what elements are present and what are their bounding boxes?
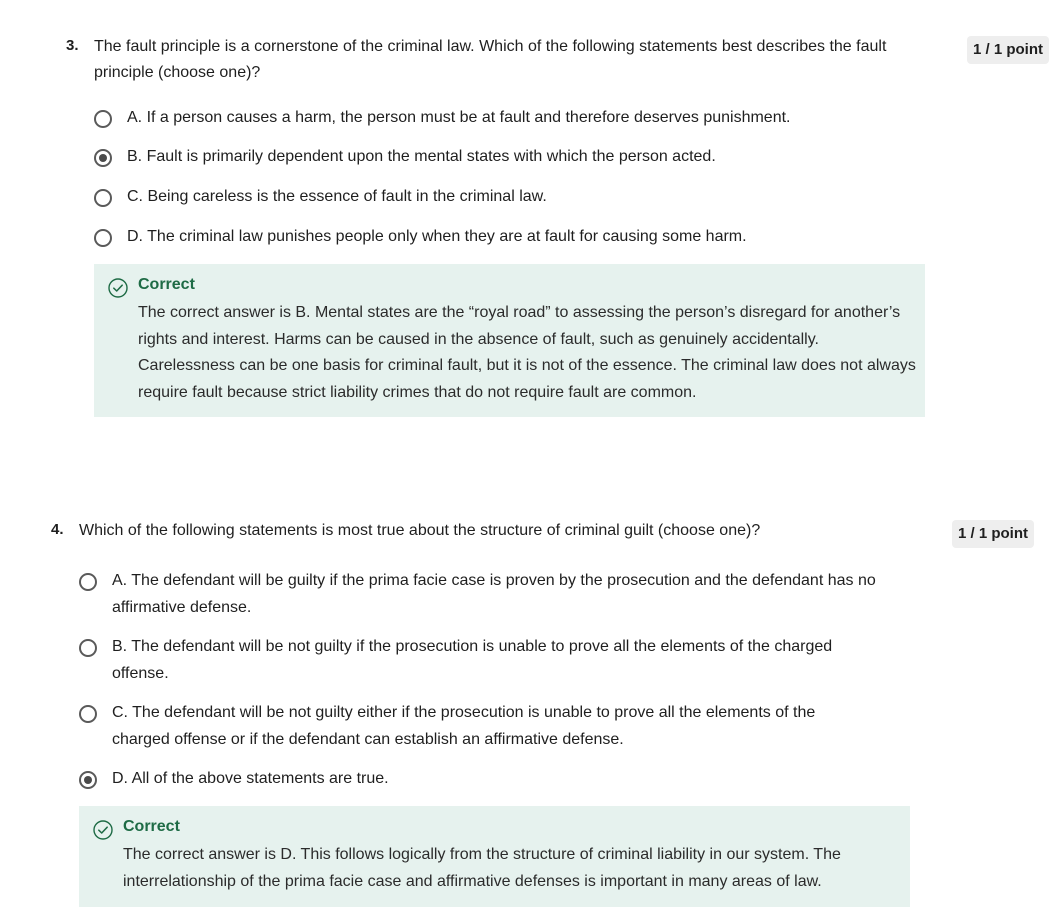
feedback-text: The correct answer is B. Mental states are the “royal road” to assessing the person’s disregard for another’s rights and interest. Harms can be caused in the absence of fault, such as genuinely accidentally. Carelessness can be one basis for criminal fault, but it is not of the essence. The criminal law does not always require fault because strict liability crimes that do not require fault are common. xyxy=(138,304,916,401)
option-label: D. All of the above statements are true. xyxy=(112,770,389,787)
points-badge: 1 / 1 point xyxy=(967,36,1049,64)
option-d[interactable] xyxy=(94,227,914,251)
radio-button[interactable] xyxy=(94,110,112,128)
question-text: Which of the following statements is most true about the structure of criminal guilt (choose one)? xyxy=(79,522,761,539)
points-badge: 1 / 1 point xyxy=(952,520,1034,548)
radio-button[interactable] xyxy=(79,573,97,591)
option-a[interactable] xyxy=(79,571,909,625)
option-b[interactable] xyxy=(94,147,914,171)
question-number: 4. xyxy=(51,521,64,538)
option-label: C. Being careless is the essence of fault in the criminal law. xyxy=(127,188,547,205)
option-b[interactable] xyxy=(79,637,909,691)
radio-button[interactable] xyxy=(79,639,97,657)
option-label: D. The criminal law punishes people only when they are at fault for causing some harm. xyxy=(127,228,747,245)
radio-button-selected[interactable] xyxy=(79,771,97,789)
feedback-panel xyxy=(94,264,925,417)
feedback-status: Correct xyxy=(138,276,195,293)
option-label: B. Fault is primarily dependent upon the mental states with which the person acted. xyxy=(127,148,716,165)
check-circle-icon xyxy=(93,820,113,840)
option-label: A. If a person causes a harm, the person must be at fault and therefore deserves punishment. xyxy=(127,109,791,126)
radio-button-selected[interactable] xyxy=(94,149,112,167)
option-c[interactable] xyxy=(79,703,909,757)
feedback-panel xyxy=(79,806,910,907)
radio-button[interactable] xyxy=(94,229,112,247)
option-label: C. The defendant will be not guilty either if the prosecution is unable to prove all the elements of the charged offense or if the defendant can establish an affirmative defense. xyxy=(112,704,816,748)
feedback-text: The correct answer is D. This follows logically from the structure of criminal liability in our system. The interrelationship of the prima facie case and affirmative defenses is important in many areas of law. xyxy=(123,846,841,890)
option-label: B. The defendant will be not guilty if the prosecution is unable to prove all the elements of the charged offense. xyxy=(112,638,833,682)
check-circle-icon xyxy=(108,278,128,298)
radio-button[interactable] xyxy=(79,705,97,723)
question-number: 3. xyxy=(66,37,79,54)
option-label: A. The defendant will be guilty if the prima facie case is proven by the prosecution and the defendant has no affirmative defense. xyxy=(112,572,876,616)
option-c[interactable] xyxy=(94,187,914,211)
question-4 xyxy=(0,500,1062,917)
feedback-status: Correct xyxy=(123,818,180,835)
option-d[interactable] xyxy=(79,769,909,793)
question-text: The fault principle is a cornerstone of the criminal law. Which of the following statements best describes the fault principle (choose one)? xyxy=(94,38,887,81)
question-3 xyxy=(0,0,1062,430)
radio-button[interactable] xyxy=(94,189,112,207)
option-a[interactable] xyxy=(94,108,914,132)
